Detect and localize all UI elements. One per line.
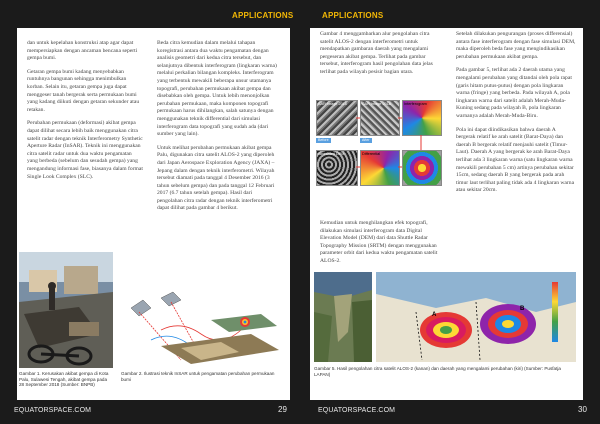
label: Simulated DEM (318, 152, 345, 156)
area-a-label: A (432, 312, 437, 318)
area-b-label: B (520, 306, 525, 312)
label: Interferogram (404, 102, 427, 106)
label: SAR Image 2018 (362, 102, 391, 106)
left-column-2 (157, 40, 279, 219)
insar-illustration (121, 290, 283, 366)
caption-figure-5: Gambar 5. Hasil pengolahan citra satelit ALOS-2 (kanan) dan daerah yang mengalami perubahan (kiri) (Sumber: Pusfatja LAPAN) (314, 366, 561, 377)
paragraph: Pola ini dapat diindikasikan bahwa daerah A bergerak relatif ke arah satelit (Barat-Daya) dan daerah B bergerak relatif menjauhi satelit (Timur-Laut). Daerah A yang bergerak ke arah Barat-Daya terlihat ada 3 lingkaran warna (satu lingkaran warna mewakili perubahan 5 cm) artinya perubahan sekitar 15cm, sedang daerah B yang bergerak pada arah timur laut terlihat paling tidak ada 4 lingkaran warna atau sekitar 20cm. (456, 126, 575, 194)
deformation-map (376, 272, 576, 362)
insar-processing-figure (314, 96, 442, 216)
right-page-number: 30 (578, 405, 587, 414)
damage-photo (19, 252, 113, 368)
before-tag: Before (318, 138, 329, 142)
caption-figure-1: Gambar 1. Kerusakan akibat gempa di Kota Palu, Sulawesi Tengah, akibat gempa pada 28 September 2018 (Sumber: BNPB) (19, 371, 109, 388)
label: SAR Image 2016 (318, 102, 347, 106)
caption-figure-2: Gambar 2. Ilustrasi teknik InSAR untuk pengamatan perubahan permukaan bumi (121, 371, 275, 382)
paragraph: Kemudian untuk menghilangkan efek topografi, dilakukan simulasi interferogram data Digital Elevation Model (DEM) dari data Shuttle Radar Topography Mission (SRTM) dengan menggunakan parameter orbit dari kedua waktu pengamatan satelit ALOS-2. (320, 220, 438, 264)
left-footer-site: EQUATORSPACE.COM (14, 407, 92, 414)
right-footer-site: EQUATORSPACE.COM (318, 407, 396, 414)
deformation-map-image (376, 272, 576, 362)
palu-optical-map (314, 272, 372, 362)
paragraph: Untuk melihat perubahan permukaan akibat gempa Palu, digunakan citra satelit ALOS-2 yang diperoleh dari Japan Aerospace Exploration Agency (JAXA) – Jepang dalam dengan teknik interferometri. Wilayah tersebut diamati pada tanggal 4 Desember 2016 (3 tahun sebelum gempa) dan pada tanggal 12 Februari 2017 (6.7 tahun setelah gempa). Hasil dari pengolahan citra radar dengan teknik interferometri dapat dilihat pada gambar 4 berikut. (157, 144, 275, 212)
right-header: APPLICATIONS (322, 11, 384, 20)
paragraph: dan untuk kepelahan konstruksi atap agar dapat mempersiapkan dengan ancaman bencana seperti gempa bumi. (27, 40, 138, 62)
right-column-2 (456, 31, 576, 201)
left-column-1 (27, 40, 143, 187)
left-sheet (17, 28, 290, 400)
paragraph: Setelah dilakukan pengurangan (proses differensial) antara fase interferogram dengan fase simulasi DEM, maka diperoleh beda fase yang mengindikasikan perubahan permukaan akibat gempa. (456, 31, 576, 60)
left-page-number: 29 (278, 405, 287, 414)
palu-optical-map-image (314, 272, 372, 362)
damage-photo-image (19, 252, 113, 368)
left-header: APPLICATIONS (232, 11, 294, 20)
right-column-1-bottom (320, 220, 438, 272)
insar-illustration-image (121, 290, 283, 366)
after-tag: After (362, 138, 370, 142)
right-column-1-top (320, 31, 436, 83)
paragraph: Gambar 4 menggambarkan alur pengolahan citra satelit ALOS-2 dengan interferometri untuk mendapatkan gambaran daerah yang mengalami pergeseran akibat gempa. Terlihat pada gambar tersebut, interferogram hasil pengolahan data jelas terlihat pada wilayah pesisir bagian utara. (320, 31, 433, 75)
label: Differential (362, 152, 381, 156)
paragraph: Perubahan permukaan (deformasi) akibat gempa dapat dilihat secara lebih baik menggunakan citra satelit radar dengan teknik Interferometry Synthetic Aperture Radar (InSAR). Teknik ini menggunakan citra satelit radar untuk dua waktu pengamatan yang berbeda (sebelum dan sesudah gempa) yang mengandung informasi fase, biasanya dalam format Single Look Complex (SLC). (27, 120, 143, 180)
right-page (300, 0, 600, 424)
flow-arrows (314, 96, 442, 216)
right-sheet (310, 28, 583, 400)
paragraph: Getaran gempa bumi kadang menyebabkan runtuhnya bangunan sehingga menimbulkan korban. Selain itu, getaran gempa juga dapat menggeser tanah bergerak serta permukaan bumi yang kadang diikuti dengan getaran sekunder atau retakan. (27, 68, 140, 113)
paragraph: Beda citra kemudian dalam melalui tahapan koregistrasi antara dua waktu pengamatan dengan analisis geometri dari kedua citra tersebut, dan selanjutnya dibentuk interferogram (lingkaran warna) melalui perkalian bilangan kompleks. Interferogram yang terbentuk mewakili beberapa unsur utamanya topografi, perubahan permukaan akibat gempa dan disebabkan oleh gempa. Untuk lebih menonjolkan perubahan permukaan, maka komponen topografi permukaan harus dihilangkan, salah satunya dengan menggunakan teknik differential dari simulasi interferogram data topografi yang sudah ada (dari sumber yang lain). (157, 40, 277, 138)
paragraph: Pada gambar 5, terlihat ada 2 daerah utama yang mengalami perubahan yang ditandai oleh pola rapat (garis hitam putus-putus) dengan pola lingkaran warna (fringe) yang berbeda. Pada wilayah A, pola lingkaran warna dari satelit adalah Merah-Muda-Kuning sedang pada wilayah B, pola lingkaran warnanya adalah Merah-Muda-Biru. (456, 67, 572, 119)
